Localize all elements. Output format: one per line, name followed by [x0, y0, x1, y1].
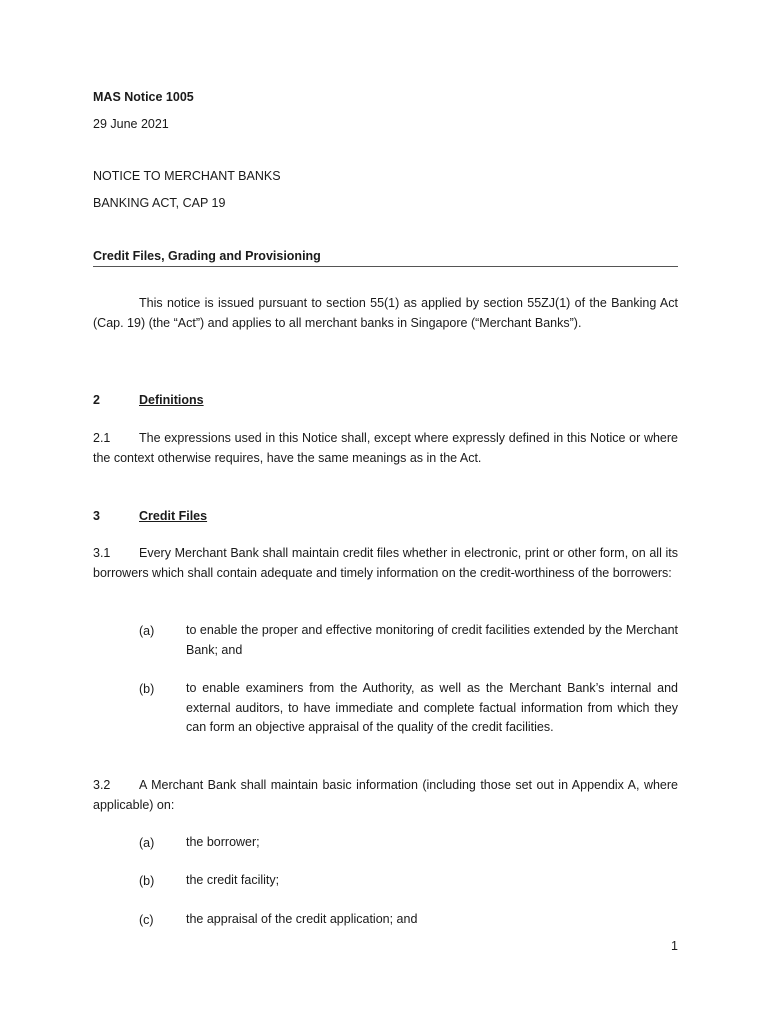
- list-item-text: to enable examiners from the Authority, as well as the Merchant Bank’s internal and external auditors, to have immediate and complete factual information from which they can form an objective appraisal of the quality of the credit facilities.: [186, 681, 678, 734]
- list-item: [93, 833, 678, 853]
- paragraph-3-2: [93, 776, 678, 815]
- section-number: 2: [93, 393, 100, 407]
- paragraph-number: 2.1: [93, 431, 111, 445]
- section-heading-credit-files: [93, 506, 678, 526]
- list-item-text: the borrower;: [186, 835, 260, 849]
- list-item-label: (b): [139, 682, 155, 696]
- list-item-text: the credit facility;: [186, 873, 280, 887]
- paragraph-text: Every Merchant Bank shall maintain credit files whether in electronic, print or other form, on all its borrowers which shall contain adequate and timely information on the credit-worthiness of the borrowers:: [93, 546, 678, 580]
- subject-divider: [93, 266, 678, 267]
- list-item-label: (a): [139, 836, 155, 850]
- paragraph-number: 3.2: [93, 778, 111, 792]
- notice-date: 29 June 2021: [93, 117, 169, 131]
- list-item-text: the appraisal of the credit application; and: [186, 912, 418, 926]
- intro-paragraph: This notice is issued pursuant to section 55(1) as applied by section 55ZJ(1) of the Banking Act (Cap. 19) (the “Act”) and applies to all merchant banks in Singapore (“Merchant Banks”).: [93, 296, 678, 330]
- section-title: Credit Files: [139, 509, 208, 523]
- notice-act: BANKING ACT, CAP 19: [93, 196, 226, 210]
- section-heading-definitions: [93, 390, 678, 410]
- list-item: [93, 679, 678, 759]
- section-title: Definitions: [139, 393, 204, 407]
- list-item-label: (c): [139, 913, 154, 927]
- paragraph-number: 3.1: [93, 546, 111, 560]
- paragraph-text: A Merchant Bank shall maintain basic information (including those set out in Appendix A, where applicable) on:: [93, 778, 678, 812]
- list-item-label: (b): [139, 874, 155, 888]
- list-item: [93, 871, 678, 891]
- paragraph-2-1: [93, 429, 678, 468]
- document-page: [93, 0, 678, 1024]
- list-item: [93, 910, 678, 930]
- section-number: 3: [93, 509, 100, 523]
- list-item-text: to enable the proper and effective monitoring of credit facilities extended by the Merchant Bank; and: [186, 623, 678, 657]
- notice-subject: Credit Files, Grading and Provisioning: [93, 249, 321, 263]
- paragraph-3-1: [93, 544, 678, 583]
- paragraph-text: The expressions used in this Notice shall, except where expressly defined in this Notice or where the context otherwise requires, have the same meanings as in the Act.: [93, 431, 678, 465]
- list-item-label: (a): [139, 624, 155, 638]
- notice-id: MAS Notice 1005: [93, 90, 194, 104]
- list-item: [93, 621, 678, 661]
- page-number: 1: [671, 939, 678, 953]
- notice-addressee: NOTICE TO MERCHANT BANKS: [93, 169, 281, 183]
